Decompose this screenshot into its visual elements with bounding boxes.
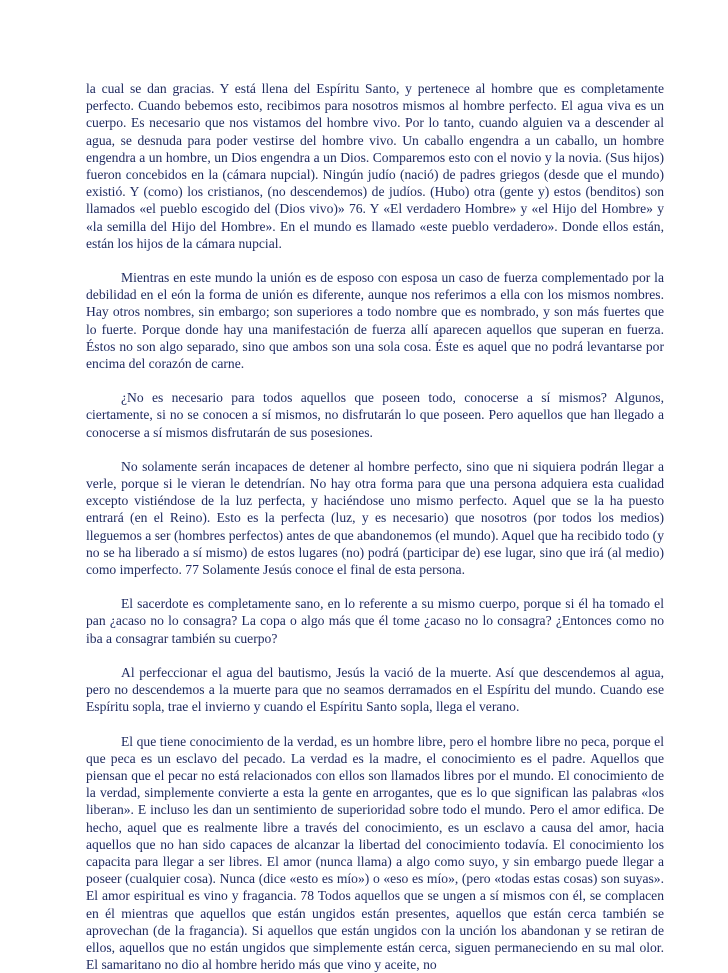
- paragraph-4: No solamente serán incapaces de detener al hombre perfecto, sino que ni siquiera podrán llegar a verle, porque si le vieran le detendrían. No hay otra forma para que una persona adquiera esta cualidad excepto vistiéndose de la luz perfecta, y haciéndose uno mismo perfecto. Aquel que se la ha puesto entrará (en el Reino). Esto es la perfecta (luz, y es necesario) que nosotros (por todos los medios) lleguemos a ser (hombres perfectos) antes de que abandonemos (el mundo). Aquel que ha recibido todo (y no se ha liberado a sí mismo) de estos lugares (no) podrá (participar de) ese lugar, sino que irá (al medio) como imperfecto. 77 Solamente Jesús conoce el final de esta persona.: [86, 458, 664, 578]
- document-page: [86, 80, 664, 973]
- paragraph-5: El sacerdote es completamente sano, en lo referente a su mismo cuerpo, porque si él ha tomado el pan ¿acaso no lo consagra? La copa o algo más que él tome ¿acaso no lo consagra? ¿Entonces como no iba a consagrar también su cuerpo?: [86, 595, 664, 647]
- paragraph-7: El que tiene conocimiento de la verdad, es un hombre libre, pero el hombre libre no peca, porque el que peca es un esclavo del pecado. La verdad es la madre, el conocimiento es el padre. Aquellos que piensan que el pecar no está relacionados con ellos son llamados libres por el mundo. El conocimiento de la verdad, simplemente convierte a esta la gente en arrogantes, que es lo que significan las palabras «los liberan». E incluso les dan un sentimiento de superioridad sobre todo el mundo. Pero el amor edifica. De hecho, aquel que es realmente libre a través del conocimiento, es un esclavo a causa del amor, hacia aquellos que no han sido capaces de alcanzar la libertad del conocimiento todavía. El conocimiento los capacita para llegar a ser libres. El amor (nunca llama) a algo como suyo, y sin embargo puede llegar a poseer (cualquier cosa). Nunca (dice «esto es mío») o «eso es mío», (pero «todas estas cosas) son suyas». El amor espiritual es vino y fragancia. 78 Todos aquellos que se ungen a sí mismos con él, se complacen en él mientras que aquellos que están ungidos están presentes, aquellos que están cerca también se aprovechan (de la fragancia). Si aquellos que están ungidos con la unción los abandonan y se retiran de ellos, aquellos que no están ungidos que simplemente están cerca, siguen permaneciendo en su mal olor. El samaritano no dio al hombre herido más que vino y aceite, no: [86, 733, 664, 973]
- paragraph-2: Mientras en este mundo la unión es de esposo con esposa un caso de fuerza complementado por la debilidad en el eón la forma de unión es diferente, aunque nos referimos a ella con los mismos nombres. Hay otros nombres, sin embargo; son superiores a todo nombre que es nombrado, y son más fuertes que lo fuerte. Porque donde hay una manifestación de fuerza allí aparecen aquellos que superan en fuerza. Éstos no son algo separado, sino que ambos son una sola cosa. Éste es aquel que no podrá levantarse por encima del corazón de carne.: [86, 269, 664, 372]
- paragraph-6: Al perfeccionar el agua del bautismo, Jesús la vació de la muerte. Así que descendemos al agua, pero no descendemos a la muerte para que no seamos derramados en el Espíritu del mundo. Cuando ese Espíritu sopla, trae el invierno y cuando el Espíritu Santo sopla, llega el verano.: [86, 664, 664, 716]
- paragraph-3: ¿No es necesario para todos aquellos que poseen todo, conocerse a sí mismos? Algunos, ciertamente, si no se conocen a sí mismos, no disfrutarán lo que poseen. Pero aquellos que han llegado a conocerse a sí mismos disfrutarán de sus posesiones.: [86, 389, 664, 441]
- paragraph-1: la cual se dan gracias. Y está llena del Espíritu Santo, y pertenece al hombre que es completamente perfecto. Cuando bebemos esto, recibimos para nosotros mismos al hombre perfecto. El agua viva es un cuerpo. Es necesario que nos vistamos del hombre vivo. Por lo tanto, cuando alguien va a descender al agua, se desnuda para poder vestirse del hombre vivo. Un caballo engendra a un caballo, un hombre engendra a un hombre, un Dios engendra a un Dios. Comparemos esto con el novio y la novia. (Sus hijos) fueron concebidos en la (cámara nupcial). Ningún judío (nació) de padres griegos (desde que el mundo) existió. Y (como) los cristianos, (no descendemos) de judíos. (Hubo) otra (gente y) estos (benditos) son llamados «el pueblo escogido del (Dios vivo)» 76. Y «El verdadero Hombre» y «el Hijo del Hombre» y «la semilla del Hijo del Hombre». En el mundo es llamado «este pueblo verdadero». Donde ellos están, están los hijos de la cámara nupcial.: [86, 80, 664, 252]
